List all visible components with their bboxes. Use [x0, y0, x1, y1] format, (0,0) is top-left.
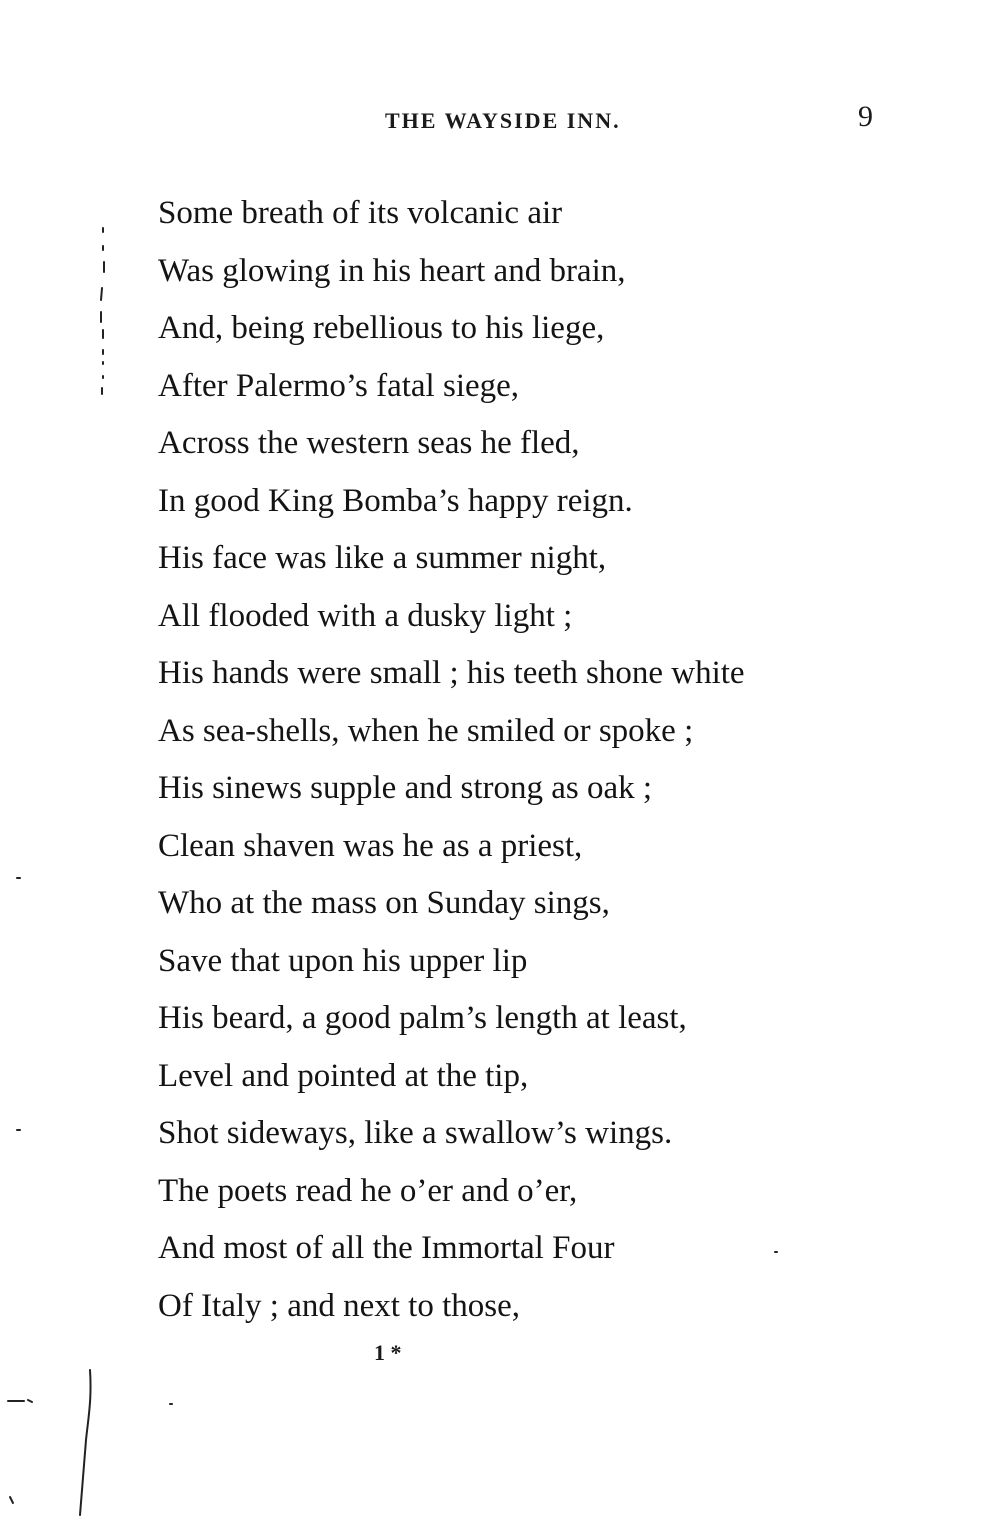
page-number: 9 — [858, 100, 873, 133]
poem-line: His beard, a good palm’s length at least, — [158, 1000, 687, 1036]
poem-line: Some breath of its volcanic air — [158, 195, 563, 231]
poem-line: All flooded with a dusky light ; — [158, 597, 573, 634]
poem-line: Level and pointed at the tip, — [158, 1057, 529, 1094]
poem-line: And most of all the Immortal Four — [158, 1230, 615, 1266]
running-head-title: THE WAYSIDE INN. — [385, 108, 621, 133]
poem-line: As sea-shells, when he smiled or spoke ; — [158, 712, 694, 749]
poem-line: His sinews supple and strong as oak ; — [158, 770, 653, 806]
poem-line: Clean shaven was he as a priest, — [158, 827, 583, 864]
poem-line: In good King Bomba’s happy reign. — [158, 482, 633, 519]
poem-line: Was glowing in his heart and brain, — [158, 252, 626, 289]
poem-line: Save that upon his upper lip — [158, 942, 528, 979]
poem-line: Who at the mass on Sunday sings, — [158, 885, 610, 921]
poem-line: Across the western seas he fled, — [158, 425, 580, 461]
poem-line: His hands were small ; his teeth shone white — [158, 655, 745, 691]
poem-line: And, being rebellious to his liege, — [158, 310, 605, 346]
poem-line: Of Italy ; and next to those, — [158, 1287, 521, 1324]
poem-stanza — [158, 185, 745, 1335]
poem-line: After Palermo’s fatal siege, — [158, 367, 520, 404]
poem-line: The poets read he o’er and o’er, — [158, 1172, 578, 1209]
signature-mark: 1 * — [374, 1340, 402, 1365]
poem-line: His face was like a summer night, — [158, 540, 607, 576]
poem-line: Shot sideways, like a swallow’s wings. — [158, 1115, 673, 1151]
